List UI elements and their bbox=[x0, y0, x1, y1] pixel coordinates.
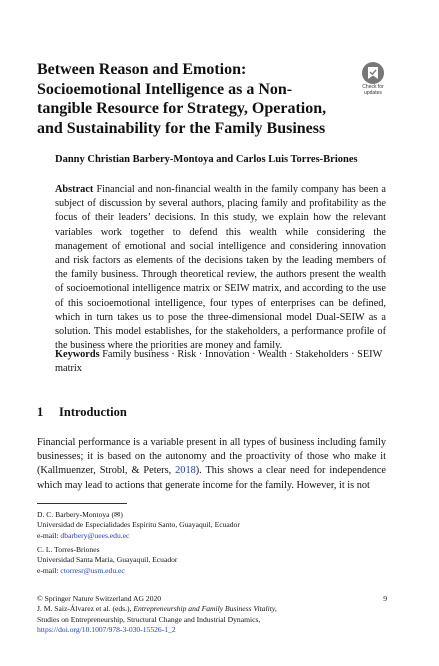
author-list: Danny Christian Barbery-Montoya and Carlos Luis Torres-Briones bbox=[55, 154, 358, 165]
affiliation-org: Universidad Santa Maria, Guayaquil, Ecuador bbox=[37, 555, 178, 565]
email-label: e-mail: bbox=[37, 565, 59, 575]
doi-link[interactable]: https://doi.org/10.1007/978-3-030-15526-1_2 bbox=[37, 624, 176, 634]
affiliation-email-line bbox=[37, 531, 377, 541]
section-heading bbox=[37, 405, 377, 420]
book-title: Entrepreneurship and Family Business Vitality, bbox=[133, 604, 277, 614]
citation-link[interactable]: 2018 bbox=[175, 465, 196, 477]
body-text-start: Financial performance is a variable present in all types of business including family businesses; it is based on the autonomy and the proactivity of those who make it (Kallmuenzer, Strobl, & Peters, bbox=[37, 437, 386, 477]
abstract-text: Financial and non-financial wealth in the family company has been a subject of discussion by several authors, placing family and profitability as the focus of their leaders’ decisions. In this study, we explain how the relevant variables work together to defend this wealth while considering the management of emotional and social intelligence and considering innovation and risk factors as elements of the decisions taken by the leading members of the family business. Through theoretical review, the authors present the wealth of socioemotional intelligence matrix or SEIW matrix, and according to the use of this socioemotional intelligence, four types of enterprises can be defined, which in turn takes us to pose the three-dimensional model Dual-SEIW as a solution. This model establishes, for the stakeholders, a performance profile of the business where the priorities are money and family. bbox=[55, 184, 386, 352]
badge-label bbox=[362, 85, 383, 96]
section-number: 1 bbox=[37, 405, 44, 419]
keywords-label: Keywords bbox=[55, 349, 100, 360]
badge-line1: Check for bbox=[362, 84, 384, 90]
footnote-divider bbox=[37, 503, 127, 504]
section-title: Introduction bbox=[59, 405, 127, 419]
series-line: Studies on Entrepreneurship, Structural Change and Industrial Dynamics, bbox=[37, 614, 261, 624]
email-label: e-mail: bbox=[37, 530, 59, 540]
email-link[interactable]: ctorresr@usm.edu.ec bbox=[60, 565, 125, 575]
page-number: 9 bbox=[383, 594, 387, 603]
keywords bbox=[55, 348, 386, 376]
affiliation-name: D. C. Barbery-Montoya (✉) bbox=[37, 510, 123, 519]
affiliation-1 bbox=[37, 510, 377, 541]
body-paragraph bbox=[37, 436, 386, 493]
email-link[interactable]: dbarbery@uees.edu.ec bbox=[60, 530, 130, 540]
check-for-updates-badge[interactable] bbox=[355, 62, 391, 98]
affiliation-email-line bbox=[37, 566, 377, 576]
abstract-label: Abstract bbox=[55, 184, 94, 195]
body-text-end: ). This shows a clear need for independence which may lead to actions that generate income for the family. However, it is not bbox=[37, 465, 386, 491]
keywords-text: Family business · Risk · Innovation · Wealth · Stakeholders · SEIW matrix bbox=[55, 349, 383, 375]
bookmark-check-icon bbox=[362, 62, 384, 84]
editors: J. M. Saiz-Álvarez et al. (eds.), bbox=[37, 604, 132, 614]
affiliation-org: Universidad de Especialidades Espíritu Santo, Guayaquil, Ecuador bbox=[37, 520, 240, 530]
publication-footer bbox=[37, 594, 387, 635]
abstract bbox=[55, 183, 386, 353]
affiliation-2 bbox=[37, 545, 377, 576]
affiliation-name: C. L. Torres-Briones bbox=[37, 545, 100, 554]
copyright-line: © Springer Nature Switzerland AG 2020 bbox=[37, 594, 162, 603]
paper-title: Between Reason and Emotion: Socioemotional Intelligence as a Non-tangible Resource for Strategy, Operation, and Sustainability for the Family Business bbox=[37, 61, 327, 137]
editors-line bbox=[37, 604, 387, 614]
badge-line2: updates bbox=[364, 89, 382, 96]
